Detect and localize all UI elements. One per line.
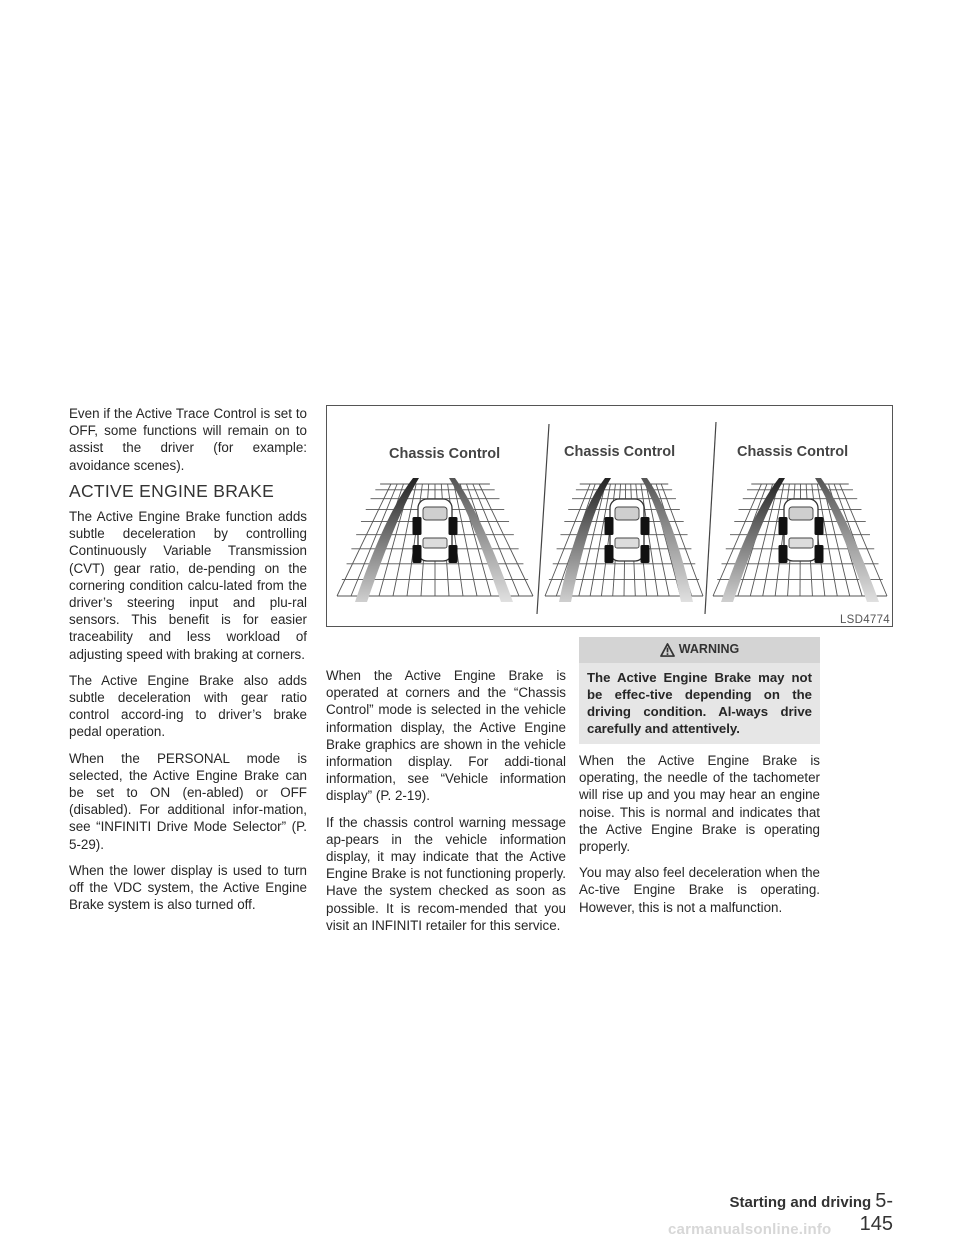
footer-section-title: Starting and driving [729,1194,872,1211]
car-windshield [789,507,813,520]
panel-title: Chassis Control [564,444,676,460]
lane-band [355,478,419,602]
lane-band [449,478,513,602]
car-wheel [449,517,458,535]
section-heading: ACTIVE ENGINE BRAKE [69,480,275,501]
warning-title: WARNING [678,642,740,657]
car-wheel [605,545,614,563]
car-wheel [779,517,788,535]
car-rear-window [615,538,639,548]
right-column [579,637,820,925]
body-paragraph: You may also feel deceleration when the Ac-tive Engine Brake is operating. However, this is not a malfunction. [579,865,820,915]
body-paragraph: When the PERSONAL mode is selected, the Active Engine Brake can be set to ON (en-abled) or OFF (disabled). For additional infor-mation, see “INFINITI Drive Mode Selector” (P. 5-29). [69,750,307,852]
warning-text: The Active Engine Brake may not be effec-tive depending on the driving condition. Al-ways drive carefully and attentively. [579,663,820,744]
panel-title: Chassis Control [737,444,849,460]
middle-column [326,667,566,943]
body-paragraph: When the Active Engine Brake is operating, the needle of the tachometer will rise up and you may hear an engine noise. This is normal and indicates that the Active Engine Brake is operating properly. [579,753,820,855]
watermark: carmanualsonline.info [668,1221,832,1238]
car-windshield [423,507,447,520]
body-paragraph: If the chassis control warning message ap-pears in the vehicle information display, it may indicate that the Active Engine Brake is not functioning properly. Have the system checked as soon as possible. It is recom-mended that you visit an INFINITI retailer for this service. [326,814,566,933]
body-paragraph: When the Active Engine Brake is operated at corners and the “Chassis Control” mode is selected in the vehicle information display, the Active Engine Brake graphics are shown in the vehicle information display. For addi-tional information, see “Vehicle information display” (P. 2-19). [326,668,566,804]
car-wheel [815,517,824,535]
intro-paragraph: Even if the Active Trace Control is set to OFF, some functions will remain on to assist the driver (for example: avoidance scenes). [69,406,307,473]
warning-triangle-icon [660,643,675,657]
car-wheel [413,545,422,563]
body-paragraph: The Active Engine Brake also adds subtle deceleration with gear ratio control accord-ing to driver’s brake pedal operation. [69,672,307,740]
panel-divider [537,424,549,614]
car-rear-window [789,538,813,548]
chassis-control-figure [326,405,893,627]
car-wheel [641,545,650,563]
warning-header [579,637,820,663]
car-wheel [413,517,422,535]
figure-code: LSD4774 [839,614,890,626]
car-rear-window [423,538,447,548]
body-paragraph: When the lower display is used to turn off the VDC system, the Active Engine Brake system is also turned off. [69,862,307,913]
chassis-control-illustration [327,406,894,628]
body-paragraph: The Active Engine Brake function adds subtle deceleration by controlling Continuously Variable Transmission (CVT) gear ratio, de-pending on the cornering condition calcu-lated from the driver’s steering input and plu-ral sensors. This benefit is for easier traceability and less workload of adjusting speed with braking at corners. [69,509,307,662]
car-wheel [641,517,650,535]
panel-divider [705,422,716,614]
panel-title: Chassis Control [389,446,501,462]
car-wheel [449,545,458,563]
car-wheel [779,545,788,563]
car-windshield [615,507,639,520]
page-number: 5-145 [859,1190,893,1235]
left-column [69,405,307,922]
car-wheel [815,545,824,563]
car-wheel [605,517,614,535]
